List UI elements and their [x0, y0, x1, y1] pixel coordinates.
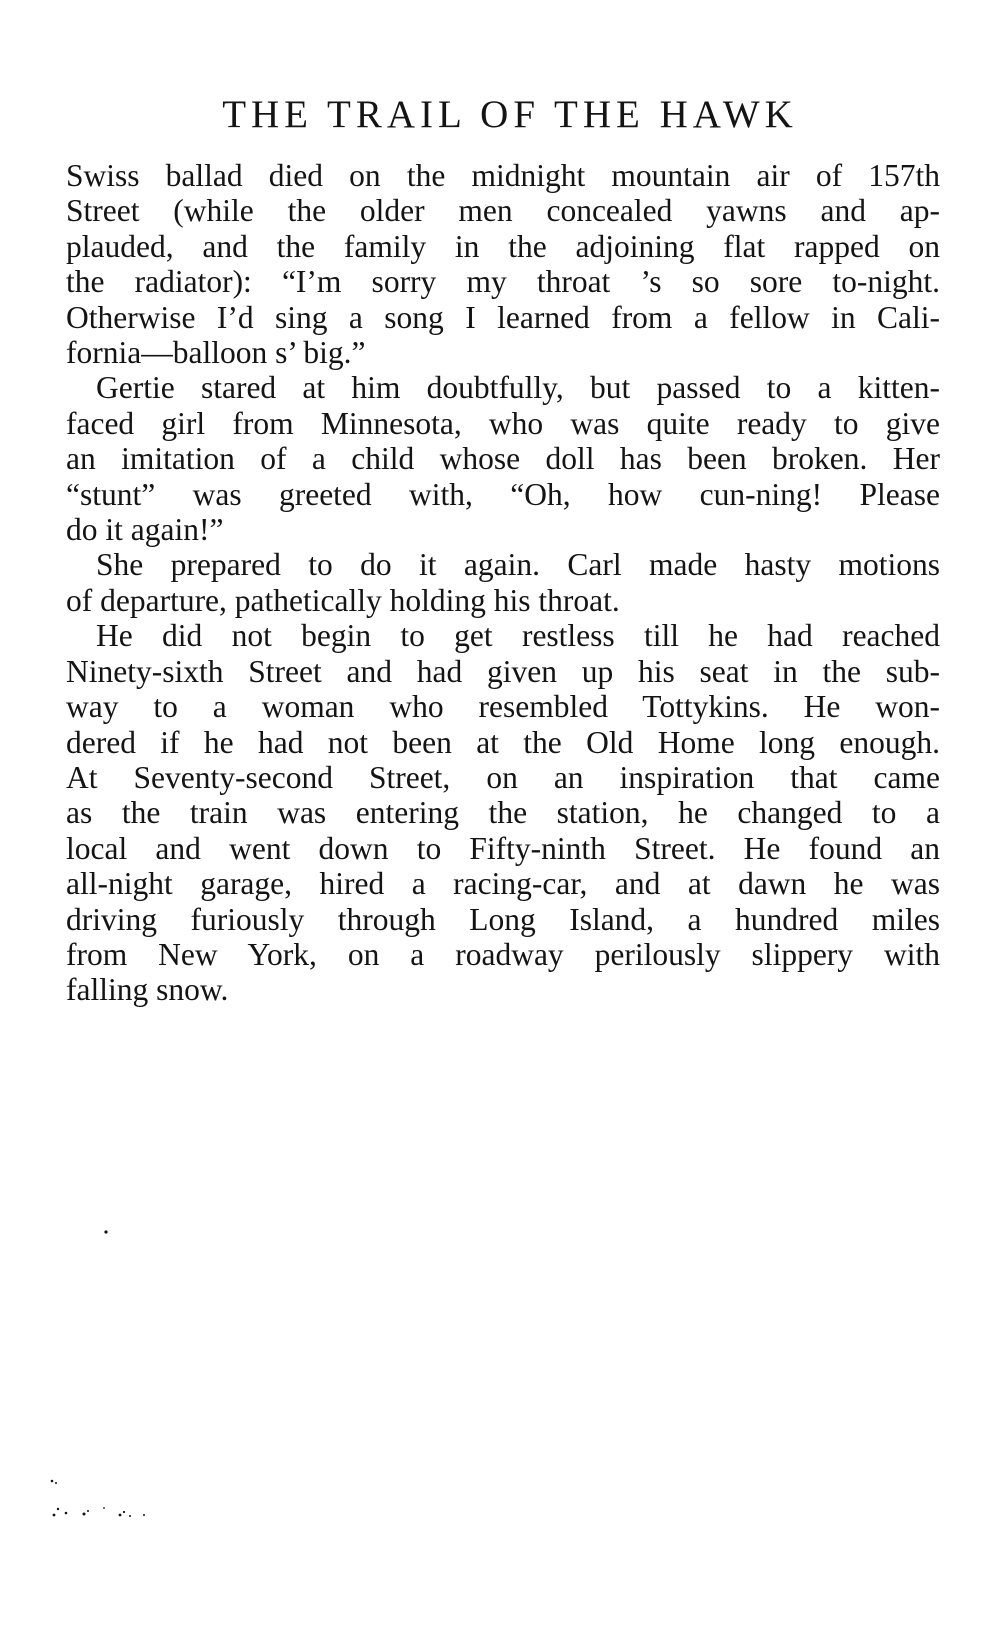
paragraph-2	[66, 370, 940, 547]
running-title: THE TRAIL OF THE HAWK	[222, 93, 798, 136]
text-line: fornia—balloon s’ big.”	[66, 335, 366, 371]
text-line: faced girl from Minnesota, who was quite ready to give	[66, 405, 940, 441]
scan-speck	[104, 1230, 108, 1234]
text-line: local and went down to Fifty-ninth Street. He found an	[66, 830, 940, 866]
text-line: from New York, on a roadway perilously slippery with	[66, 936, 940, 972]
text-line: Ninety-sixth Street and had given up his seat in the sub-	[66, 653, 940, 689]
text-line: all-night garage, hired a racing-car, and at dawn he was	[66, 866, 940, 902]
text-line: as the train was entering the station, he changed to a	[66, 795, 940, 831]
text-line: Street (while the older men concealed yawns and ap-	[66, 193, 940, 229]
text-line: Otherwise I’d sing a song I learned from a fellow in Cali-	[66, 299, 940, 335]
text-line: of departure, pathetically holding his throat.	[66, 582, 620, 618]
body-text	[66, 158, 940, 1008]
text-line: Swiss ballad died on the midnight mountain air of 157th	[66, 158, 940, 193]
paragraph-1	[66, 158, 940, 370]
paragraph-4	[66, 618, 940, 1007]
text-line: He did not begin to get restless till he had reached	[96, 618, 940, 654]
text-line: an imitation of a child whose doll has been broken. Her	[66, 441, 940, 477]
text-line: falling snow.	[66, 972, 229, 1008]
text-line: way to a woman who resembled Tottykins. He won-	[66, 689, 940, 725]
text-line: Gertie stared at him doubtfully, but passed to a kitten-	[96, 370, 940, 406]
paragraph-3	[66, 547, 940, 618]
text-line: the radiator): “I’m sorry my throat ’s so sore to-night.	[66, 264, 940, 300]
text-line: At Seventy-second Street, on an inspiration that came	[66, 759, 940, 795]
text-line: plauded, and the family in the adjoining flat rapped on	[66, 228, 940, 264]
text-line: “stunt” was greeted with, “Oh, how cun-ning! Please	[66, 476, 940, 512]
text-line: dered if he had not been at the Old Home long enough.	[66, 724, 940, 760]
text-line: driving furiously through Long Island, a hundred miles	[66, 901, 940, 937]
scan-specks	[48, 1478, 158, 1528]
text-line: She prepared to do it again. Carl made hasty motions	[96, 547, 940, 583]
text-line: do it again!”	[66, 512, 224, 548]
